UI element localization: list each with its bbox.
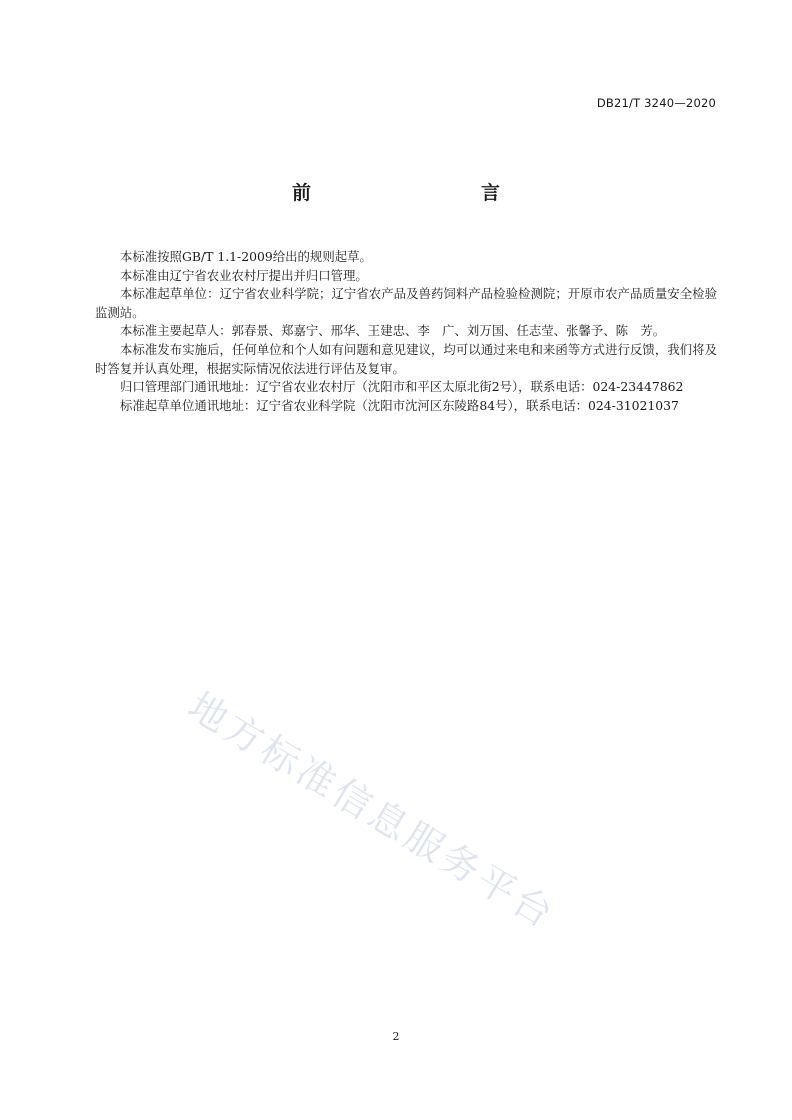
paragraph-feedback: 本标准发布实施后，任何单位和个人如有问题和意见建议，均可以通过来电和来函等方式进行反馈，我们将及时答复并认真处理，根据实际情况依法进行评估及复审。 xyxy=(95,341,717,376)
foreword-body xyxy=(95,248,717,415)
page-number: 2 xyxy=(392,1030,400,1043)
document-code: DB21/T 3240—2020 xyxy=(596,96,716,110)
paragraph-admin-address: 归口管理部门通讯地址：辽宁省农业农村厅（沈阳市和平区太原北街2号），联系电话：024-23447862 xyxy=(120,379,684,395)
watermark: 地方标准信息服务平台 xyxy=(180,683,564,938)
paragraph-drafters: 本标准主要起草人：郭春景、郑嘉宁、邢华、王建忠、李 广、刘万国、任志莹、张馨予、陈 芳。 xyxy=(120,323,666,339)
paragraph-drafting-rules: 本标准按照GB/T 1.1-2009给出的规则起草。 xyxy=(120,249,372,264)
page-title: 前 言 xyxy=(291,182,544,204)
paragraph-proposer: 本标准由辽宁省农业农村厅提出并归口管理。 xyxy=(120,267,368,283)
paragraph-drafting-units: 本标准起草单位：辽宁省农业科学院；辽宁省农产品及兽药饲料产品检验检测院；开原市农产品质量安全检验监测站。 xyxy=(95,286,717,320)
paragraph-drafter-address: 标准起草单位通讯地址：辽宁省农业科学院（沈阳市沈河区东陵路84号），联系电话：024-31021037 xyxy=(120,397,679,413)
